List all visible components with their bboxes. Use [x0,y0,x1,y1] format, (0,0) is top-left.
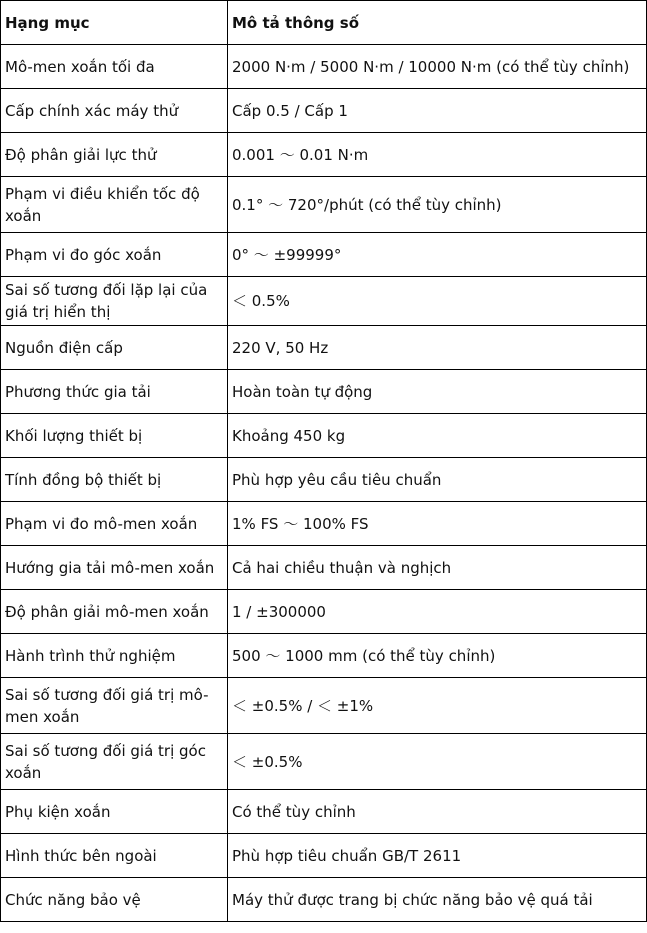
table-row [1,458,647,502]
table-row [1,133,647,177]
row-description: 0.1° ～ 720°/phút (có thể tùy chỉnh) [228,177,647,233]
table-row [1,590,647,634]
table-row [1,502,647,546]
row-item: Phạm vi điều khiển tốc độ xoắn [1,177,228,233]
row-item: Mô-men xoắn tối đa [1,45,228,89]
row-item: Phụ kiện xoắn [1,790,228,834]
row-description: Cấp 0.5 / Cấp 1 [228,89,647,133]
row-description: Phù hợp tiêu chuẩn GB/T 2611 [228,834,647,878]
row-item: Hình thức bên ngoài [1,834,228,878]
row-description: ＜ ±0.5% / ＜ ±1% [228,678,647,734]
row-item: Phạm vi đo góc xoắn [1,233,228,277]
table-row [1,177,647,233]
row-description: 1% FS ～ 100% FS [228,502,647,546]
table-row [1,45,647,89]
row-item: Sai số tương đối lặp lại của giá trị hiển thị [1,277,228,326]
row-item: Cấp chính xác máy thử [1,89,228,133]
table-row [1,790,647,834]
row-item: Tính đồng bộ thiết bị [1,458,228,502]
row-description: ＜ ±0.5% [228,734,647,790]
table-row [1,326,647,370]
table-row [1,370,647,414]
table-header-row [1,1,647,45]
table-row [1,414,647,458]
row-description: ＜ 0.5% [228,277,647,326]
row-item: Chức năng bảo vệ [1,878,228,922]
row-description: 2000 N·m / 5000 N·m / 10000 N·m (có thể tùy chỉnh) [228,45,647,89]
row-description: Máy thử được trang bị chức năng bảo vệ quá tải [228,878,647,922]
row-description: Phù hợp yêu cầu tiêu chuẩn [228,458,647,502]
table-row [1,678,647,734]
row-item: Phạm vi đo mô-men xoắn [1,502,228,546]
row-item: Độ phân giải mô-men xoắn [1,590,228,634]
row-item: Nguồn điện cấp [1,326,228,370]
table-row [1,233,647,277]
row-description: 0° ～ ±99999° [228,233,647,277]
row-item: Phương thức gia tải [1,370,228,414]
row-item: Độ phân giải lực thử [1,133,228,177]
row-item: Sai số tương đối giá trị mô-men xoắn [1,678,228,734]
row-description: 220 V, 50 Hz [228,326,647,370]
row-description: Hoàn toàn tự động [228,370,647,414]
row-item: Khối lượng thiết bị [1,414,228,458]
row-description: 0.001 ～ 0.01 N·m [228,133,647,177]
table-row [1,277,647,326]
table-row [1,834,647,878]
row-description: Có thể tùy chỉnh [228,790,647,834]
table-row [1,634,647,678]
row-item: Hành trình thử nghiệm [1,634,228,678]
row-description: Cả hai chiều thuận và nghịch [228,546,647,590]
header-description: Mô tả thông số [228,1,647,45]
table-row [1,734,647,790]
table-row [1,546,647,590]
row-description: 1 / ±300000 [228,590,647,634]
row-item: Sai số tương đối giá trị góc xoắn [1,734,228,790]
row-description: Khoảng 450 kg [228,414,647,458]
table-row [1,89,647,133]
row-description: 500 ～ 1000 mm (có thể tùy chỉnh) [228,634,647,678]
row-item: Hướng gia tải mô-men xoắn [1,546,228,590]
table-row [1,878,647,922]
header-item: Hạng mục [1,1,228,45]
